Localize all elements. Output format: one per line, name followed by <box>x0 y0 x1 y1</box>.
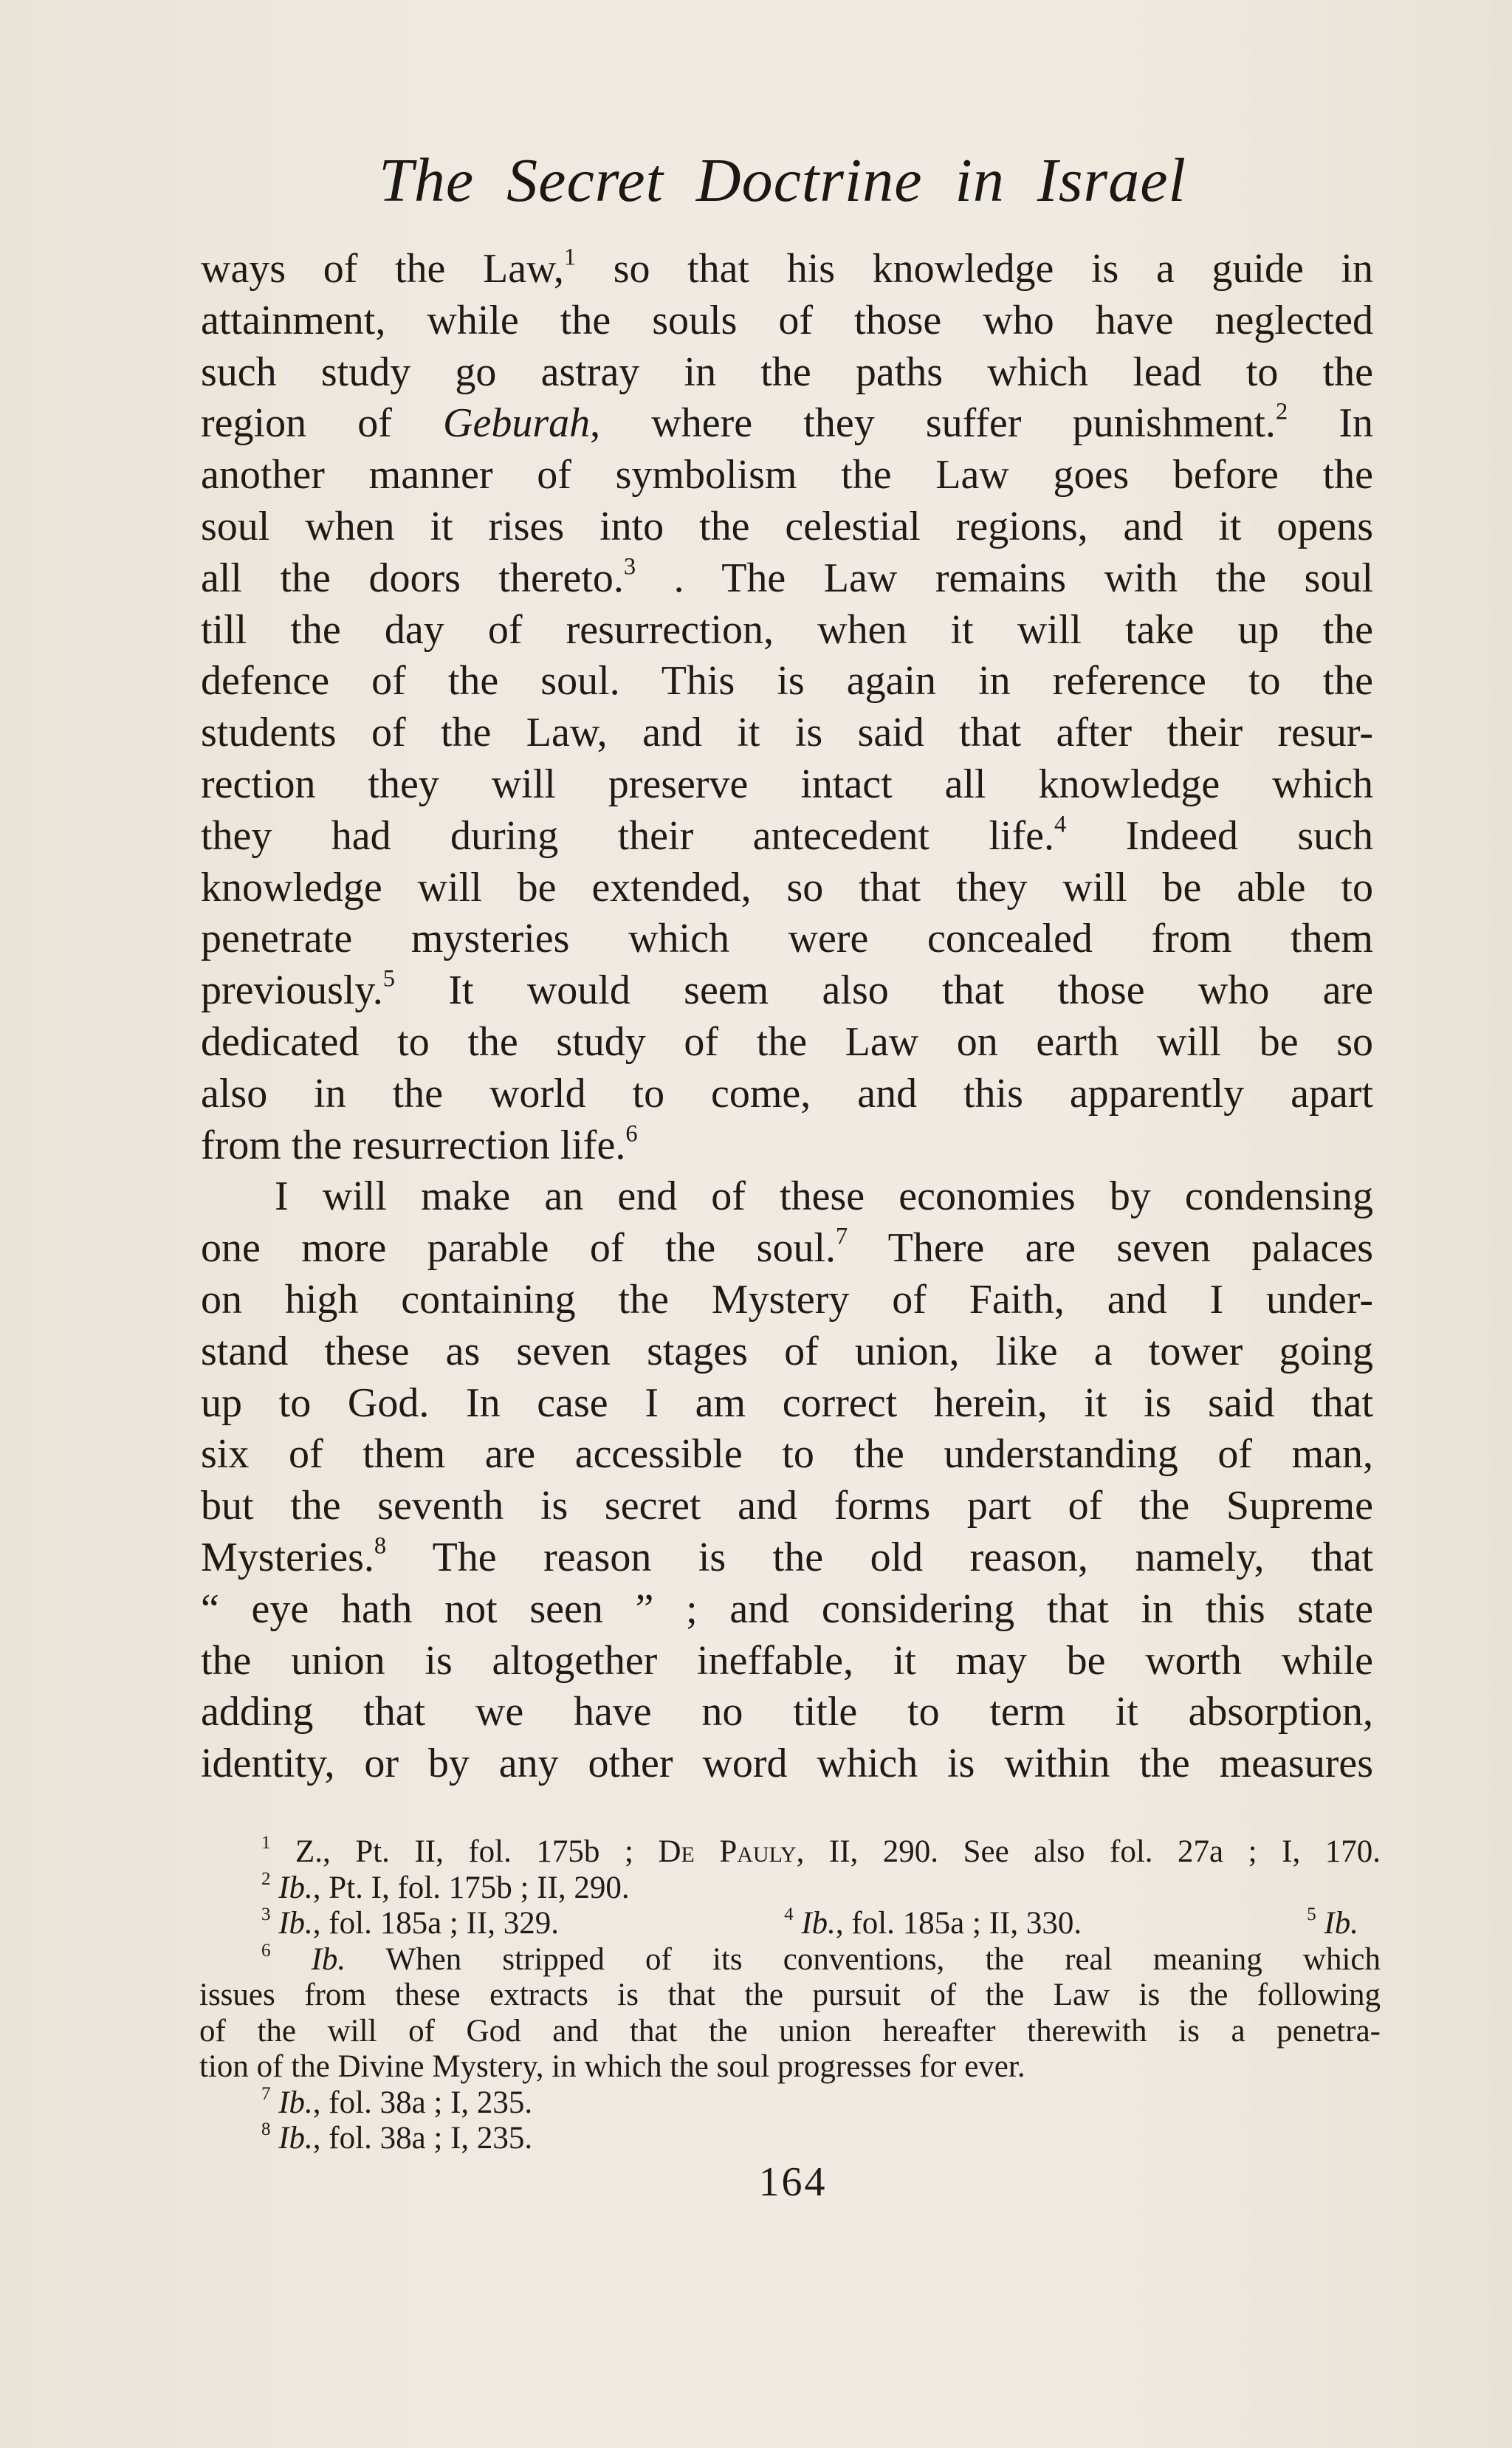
footnote-ref[interactable]: 1 <box>563 244 577 271</box>
body-line: penetrate mysteries which were concealed from them <box>201 916 1373 962</box>
body-line: all the doors thereto.$^3$ . The Law remains with the soul <box>201 553 1373 601</box>
footnote-row-3-5 <box>199 1906 1381 1942</box>
footnote-7: $^7$ Ib., fol. 38a ; I, 235. <box>261 2083 533 2120</box>
footnote-1: $^1$ Z., Pt. II, fol. 175b ; De Pauly, II, 290. See also fol. 27a ; I, 170. <box>261 1833 1381 1869</box>
body-line: adding that we have no title to term it absorption, <box>201 1689 1373 1735</box>
footnote-ref[interactable]: 2 <box>1275 399 1288 426</box>
body-line: stand these as seven stages of union, like a tower going <box>201 1328 1373 1374</box>
footnote-6-line: of the will of God and that the union hereafter therewith is a penetra- <box>199 2013 1381 2048</box>
footnote-ref[interactable]: 6 <box>625 1120 638 1148</box>
body-line: previously.$^5$ It would seem also that those who are <box>201 965 1373 1014</box>
author-name: De Pauly <box>658 1834 797 1869</box>
footnotes <box>199 1834 1381 2157</box>
footnote-number: 4 <box>784 1904 794 1925</box>
body-line: up to God. In case I am correct herein, it is said that <box>201 1379 1373 1426</box>
body-line: such study go astray in the paths which lead to the <box>201 349 1373 395</box>
body-line: soul when it rises into the celestial regions, and it opens <box>201 503 1373 549</box>
footnote-ref[interactable]: 8 <box>374 1532 387 1560</box>
footnote-number: 2 <box>261 1868 271 1889</box>
body-line: they had during their antecedent life.$^4$ Indeed such <box>201 811 1373 859</box>
footnote-6: $^6$ Ib. When stripped of its conventions, the real meaning which <box>261 1940 1381 1977</box>
footnote-ref[interactable]: 5 <box>382 965 396 992</box>
footnote-8: $^8$ Ib., fol. 38a ; I, 235. <box>261 2119 533 2156</box>
footnote-number: 6 <box>261 1940 271 1961</box>
footnote-3: $^3$ Ib., fol. 185a ; II, 329. <box>261 1904 559 1941</box>
body-line: region of Geburah, where they suffer punishment.$^2$ In <box>201 399 1373 447</box>
body-line: “ eye hath not seen ” ; and considering that in this state <box>201 1585 1373 1632</box>
body-line: ways of the Law,$^1$ so that his knowledge is a guide in <box>201 244 1373 292</box>
body-line: rection they will preserve intact all knowledge which <box>201 761 1373 807</box>
footnote-6-line: tion of the Divine Mystery, in which the soul progresses for ever. <box>199 2049 1025 2084</box>
body-line: also in the world to come, and this apparently apart <box>201 1070 1373 1117</box>
body-line: dedicated to the study of the Law on earth will be so <box>201 1018 1373 1065</box>
footnote-ref[interactable]: 7 <box>836 1223 848 1250</box>
footnote-4: $^4$ Ib., fol. 185a ; II, 330. <box>784 1904 1082 1941</box>
paragraph-start-line: I will make an end of these economies by condensing <box>275 1173 1373 1220</box>
body-text <box>201 244 1373 1790</box>
footnote-2: $^2$ Ib., Pt. I, fol. 175b ; II, 290. <box>261 1868 630 1905</box>
body-line: but the seventh is secret and forms part of the Supreme <box>201 1483 1373 1529</box>
footnote-number: 5 <box>1307 1904 1316 1925</box>
body-line: one more parable of the soul.$^7$ There are seven palaces <box>201 1223 1373 1272</box>
body-line: students of the Law, and it is said that after their resur- <box>201 710 1373 756</box>
body-line: knowledge will be extended, so that they will be able to <box>201 864 1373 911</box>
body-line: on high containing the Mystery of Faith, and I under- <box>201 1276 1373 1323</box>
body-line: from the resurrection life.$^6$ <box>201 1120 638 1168</box>
body-line: six of them are accessible to the understanding of man, <box>201 1431 1373 1478</box>
body-line: identity, or by any other word which is within the measures <box>201 1741 1373 1787</box>
footnote-6-line: issues from these extracts is that the pursuit of the Law is the following <box>199 1978 1381 2012</box>
body-line: Mysteries.$^8$ The reason is the old reason, namely, that <box>201 1532 1373 1580</box>
body-line: another manner of symbolism the Law goes before the <box>201 452 1373 498</box>
footnote-number: 8 <box>261 2119 271 2140</box>
body-line: attainment, while the souls of those who have neglected <box>201 297 1373 343</box>
footnote-number: 7 <box>261 2083 271 2104</box>
footnote-number: 1 <box>261 1833 271 1854</box>
footnote-ref[interactable]: 3 <box>623 553 636 580</box>
running-head: The Secret Doctrine in Israel <box>379 146 1186 215</box>
footnote-number: 3 <box>261 1904 271 1925</box>
body-line: till the day of resurrection, when it will take up the <box>201 606 1373 653</box>
body-line: the union is altogether ineffable, it may be worth while <box>201 1637 1373 1684</box>
body-line: defence of the soul. This is again in reference to the <box>201 658 1373 704</box>
footnote-ref[interactable]: 4 <box>1054 811 1067 838</box>
footnote-5: $^5$ Ib. <box>1307 1904 1358 1941</box>
italic-term: Geburah <box>443 400 591 447</box>
page-number: 164 <box>758 2159 828 2205</box>
